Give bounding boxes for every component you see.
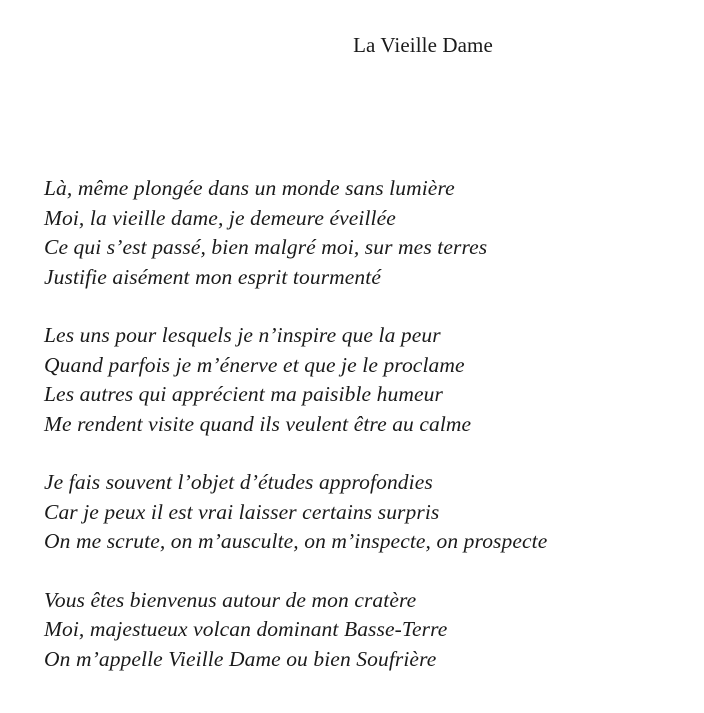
poem-line: Les autres qui apprécient ma paisible humeur: [44, 382, 443, 406]
poem-line: Me rendent visite quand ils veulent être au calme: [44, 411, 472, 436]
poem-line: Car je peux il est vrai laisser certains surpris: [44, 499, 440, 524]
stanza-1: [44, 174, 547, 292]
poem-line: Justifie aisément mon esprit tourmenté: [44, 264, 381, 289]
poem-line: Vous êtes bienvenus autour de mon cratère: [44, 587, 417, 612]
poem-line: On m’appelle Vieille Dame ou bien Soufrière: [44, 646, 437, 671]
poem-line: Quand parfois je m’énerve et que je le proclame: [44, 352, 465, 377]
poem-body: [44, 174, 547, 703]
stanza-4: [44, 586, 547, 675]
stanza-2: [44, 321, 547, 439]
poem-line: Moi, majestueux volcan dominant Basse-Terre: [44, 617, 448, 641]
poem-line: Moi, la vieille dame, je demeure éveillée: [44, 205, 396, 230]
stanza-3: [44, 468, 547, 557]
poem-title: La Vieille Dame: [353, 33, 493, 57]
poem-line: Ce qui s’est passé, bien malgré moi, sur mes terres: [44, 235, 488, 259]
poem-line: Je fais souvent l’objet d’études approfondies: [44, 470, 433, 494]
poem-line: On me scrute, on m’ausculte, on m’inspecte, on prospecte: [44, 529, 548, 553]
poem-line: Là, même plongée dans un monde sans lumière: [44, 176, 455, 200]
poem-line: Les uns pour lesquels je n’inspire que la peur: [44, 323, 441, 347]
